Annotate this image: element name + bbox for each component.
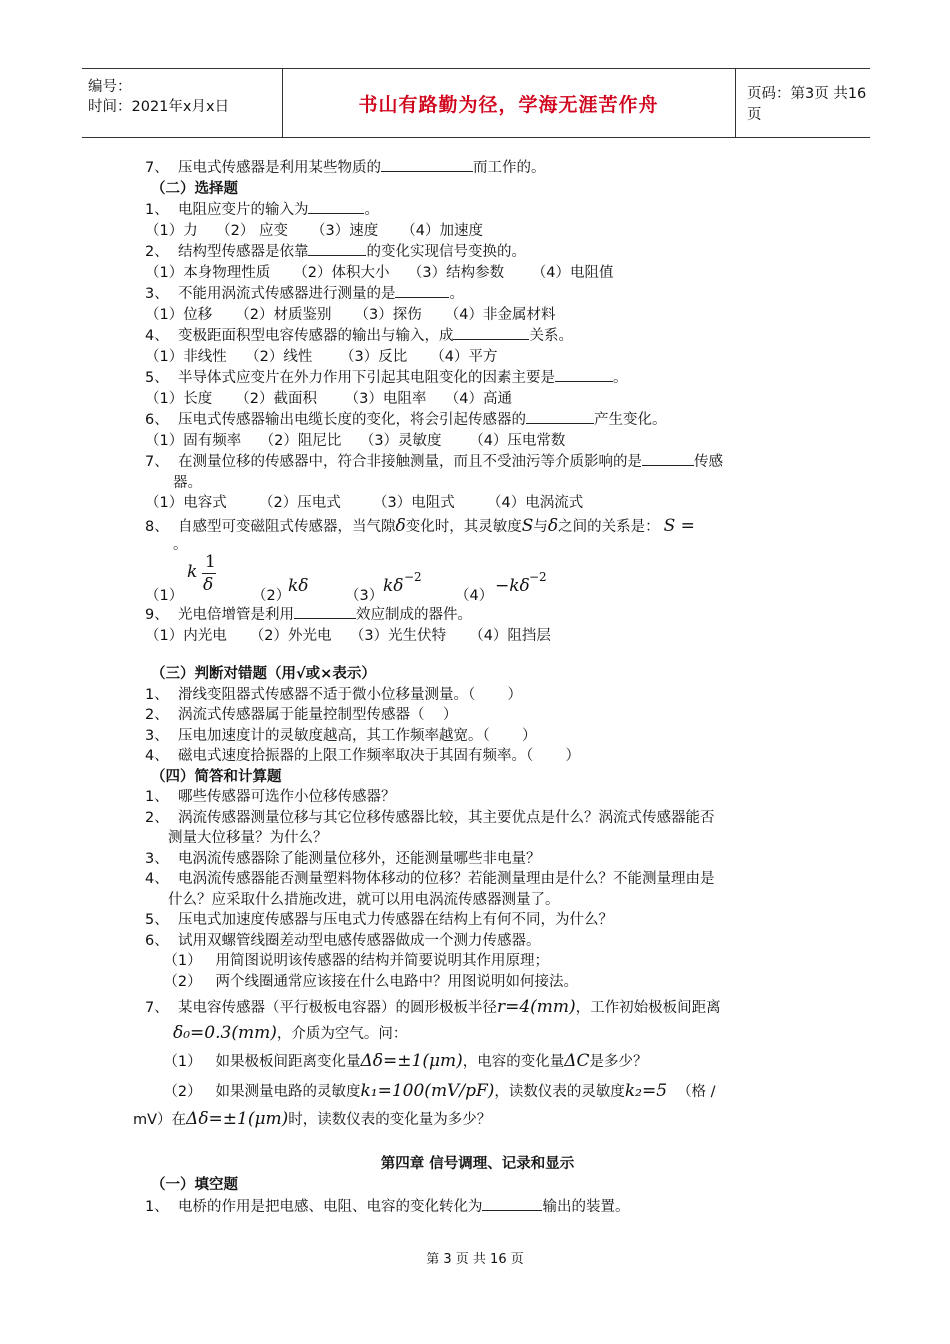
page-label: 页码：第3页 共16页 [747, 86, 867, 123]
header-meta-cell [82, 69, 283, 137]
calc-3: 3、 电涡流传感器除了能测量位移外，还能测量哪些非电量？ [145, 850, 541, 867]
answer-blank [555, 367, 613, 382]
number-label: 编号： [88, 79, 132, 95]
answer-blank [482, 1196, 542, 1211]
document-body [133, 157, 810, 1217]
choice-1-options: （1）力 （2） 应变 （3）速度 （4）加速度 [145, 222, 484, 239]
calc-6-part-2: （2） 两个线圈通常应该接在什么电路中？用图说明如何接法。 [145, 973, 578, 990]
choice-5: 5、 半导体式应变片在外力作用下引起其电阻变化的因素主要是 。 [145, 367, 810, 389]
calc-7-part-2: （2） 如果测量电路的灵敏度k₁=100(mV/pF)，读数仪表的灵敏度k₂=5 （格 / [145, 1081, 716, 1101]
formula-delta: Δδ=±1(μm) [186, 1109, 289, 1129]
motto: 书山有路勤为径，学海无涯苦作舟 [358, 93, 659, 116]
option-3-label: （3） [345, 588, 384, 604]
s-symbol: S [521, 515, 534, 536]
judge-1: 1、 滑线变阻器式传感器不适于微小位移量测量。（ ） [145, 686, 522, 703]
calc-7-part-2-cont: mV）在Δδ=±1(μm)时，读数仪表的变化量为多少？ [133, 1109, 492, 1129]
calc-7: 7、 某电容传感器（平行极板电容器）的圆形极板半径r=4(mm)，工作初始极板间距离 [145, 997, 721, 1017]
answer-blank [642, 451, 694, 466]
calc-7-part-1: （1） 如果极板间距离变化量Δδ=±1(μm)，电容的变化量ΔC是多少？ [145, 1051, 648, 1071]
section-calc: （四）简答和计算题 [151, 768, 282, 785]
option-4-label: （4） [455, 588, 494, 604]
option-1-label: （1） [145, 588, 184, 604]
answer-blank [308, 199, 364, 214]
option-3-sup: −2 [404, 570, 422, 584]
section-fill: （一）填空题 [151, 1177, 238, 1193]
option-1-den: δ [203, 575, 214, 595]
section-judgement: （三）判断对错题（用√或×表示） [151, 666, 376, 682]
choice-8-options [145, 552, 810, 604]
formula-radius: r=4(mm) [496, 997, 576, 1017]
header-motto-cell [282, 69, 736, 137]
choice-7: 7、 在测量位移的传感器中，符合非接触测量，而且不受油污等介质影响的是 传感 [145, 451, 810, 473]
option-4-expr: −kδ [495, 576, 530, 596]
choice-9-options: （1）内光电 （2）外光电 （3）光生伏特 （4）阻挡层 [145, 627, 551, 644]
calc-5: 5、 压电式加速度传感器与压电式力传感器在结构上有何不同，为什么？ [145, 912, 613, 928]
choice-7-options: （1）电容式 （2）压电式 （3）电阻式 （4）电涡流式 [145, 495, 584, 511]
answer-blank [526, 409, 594, 424]
option-4-sup: −2 [529, 570, 547, 584]
calc-6-part-1: （1） 用简图说明该传感器的结构并简要说明其作用原理； [145, 953, 549, 969]
page-footer: 第 3 页 共 16 页 [426, 1252, 524, 1267]
choice-3: 3、 不能用涡流式传感器进行测量的是 。 [145, 283, 810, 305]
chapter-title: 第四章 信号调理、记录和显示 [380, 1156, 575, 1172]
choice-4-options: （1）非线性 （2）线性 （3）反比 （4）平方 [145, 348, 498, 365]
option-3-expr: kδ [383, 576, 404, 596]
option-1-num: 1 [205, 552, 216, 572]
calc-4: 4、 电涡流传感器能否测量塑料物体移动的位移？若能测量理由是什么？不能测量理由是 [145, 871, 715, 887]
formula-k1: k₁=100(mV/pF) [360, 1081, 495, 1101]
formula-gap: δ₀=0.3(mm) [173, 1023, 277, 1043]
judge-3: 3、 压电加速度计的灵敏度越高，其工作频率越宽。（ ） [145, 727, 537, 744]
choice-2-options: （1）本身物理性质 （2）体积大小 （3）结构参数 （4）电阻值 [145, 264, 614, 281]
choice-2: 2、 结构型传感器是依靠 的变化实现信号变换的。 [145, 241, 810, 263]
formula-dc: ΔC [564, 1051, 590, 1071]
date-label: 时间：2021年x月x日 [88, 99, 230, 115]
choice-7-cont: 器。 [173, 474, 202, 491]
answer-blank [395, 283, 449, 298]
choice-3-options: （1）位移 （2）材质鉴别 （3）探伤 （4）非金属材料 [145, 306, 556, 323]
judge-4: 4、 磁电式速度拾振器的上限工作频率取决于其固有频率。（ ） [145, 748, 580, 764]
fill-question-7: 7、 压电式传感器是利用某些物质的 而工作的。 [145, 157, 810, 179]
choice-5-options: （1）长度 （2）截面积 （3）电阻率 （4）高通 [145, 390, 513, 407]
option-1-k: k [187, 562, 198, 582]
choice-8: 8、 自感型可变磁阻式传感器，当气隙δ变化时，其灵敏度S与δ之间的关系是： S = [145, 515, 695, 536]
calc-1: 1、 哪些传感器可选作小位移传感器？ [145, 789, 396, 805]
page-header [82, 68, 870, 138]
option-2-expr: kδ [288, 576, 309, 596]
s-equals: S = [663, 515, 695, 536]
choice-8-end: 。 [173, 536, 188, 553]
formula-delta: Δδ=±1(μm) [360, 1051, 463, 1071]
option-2-label: （2） [252, 588, 291, 604]
calc-6: 6、 试用双螺管线圈差动型电感传感器做成一个测力传感器。 [145, 932, 541, 949]
calc-4-cont: 什么？应采取什么措施改进，就可以用电涡流传感器测量了。 [145, 891, 560, 908]
choice-4: 4、 变极距面积型电容传感器的输出与输入，成 关系。 [145, 325, 810, 347]
choice-1: 1、 电阻应变片的输入为 。 [145, 199, 810, 221]
fill-question-1: 1、 电桥的作用是把电感、电阻、电容的变化转化为 输出的装置。 [145, 1196, 810, 1218]
delta-symbol: δ [547, 515, 559, 536]
answer-blank [294, 604, 356, 619]
calc-2-cont: 测量大位移量？为什么？ [145, 830, 328, 846]
formula-k2: k₂=5 [624, 1081, 668, 1101]
choice-6-options: （1）固有频率 （2）阻尼比 （3）灵敏度 （4）压电常数 [145, 432, 566, 449]
answer-blank [453, 325, 529, 340]
choice-6: 6、 压电式传感器输出电缆长度的变化，将会引起传感器的 产生变化。 [145, 409, 810, 431]
choice-9: 9、 光电倍增管是利用 效应制成的器件。 [145, 604, 810, 626]
judge-2: 2、 涡流式传感器属于能量控制型传感器（ ） [145, 707, 458, 723]
delta-symbol: δ [395, 515, 406, 536]
header-page-cell [735, 69, 870, 137]
answer-blank [381, 157, 473, 172]
calc-7-cont: δ₀=0.3(mm)，介质为空气。问： [173, 1023, 408, 1043]
fraction-bar [202, 573, 216, 574]
calc-2: 2、 涡流传感器测量位移与其它位移传感器比较，其主要优点是什么？涡流式传感器能否 [145, 809, 715, 826]
section-choice: （二）选择题 [151, 180, 238, 197]
answer-blank [308, 241, 366, 256]
